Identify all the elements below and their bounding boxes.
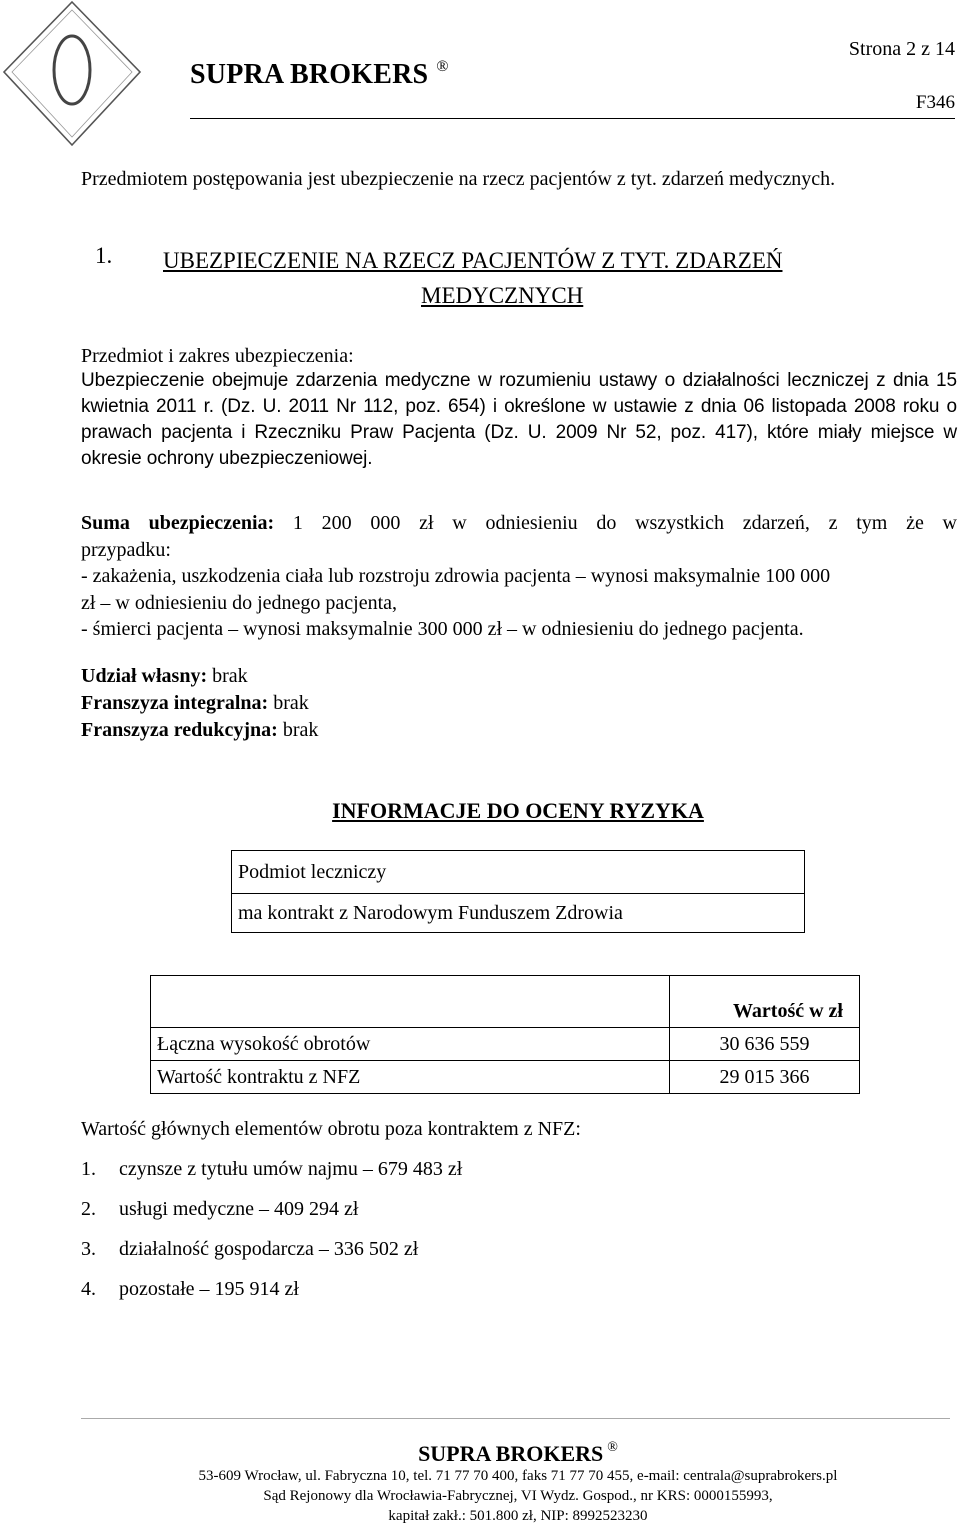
table-row <box>151 1028 860 1061</box>
table-cell: Łączna wysokość obrotów <box>151 1028 670 1061</box>
scope-text: Ubezpieczenie obejmuje zdarzenia medyczne w rozumieniu ustawy o działalności leczniczej z dnia 15 kwietnia 2011 r. (Dz. U. 2011 Nr 112, poz. 654) i określone w ustawie z dnia 06 listopada 2008 roku o prawach pacjenta i Rzeczniku Praw Pacjenta (Dz. U. 2009 Nr 52, poz. 417), które miały miejsce w okresie ochrony ubezpieczeniowej. <box>81 370 957 469</box>
section-title-line2: MEDYCZNYCH <box>421 283 584 308</box>
section-title <box>163 243 953 313</box>
footer-divider <box>81 1418 950 1419</box>
table-header-cell: Wartość w zł <box>670 976 860 1028</box>
table-cell: 29 015 366 <box>670 1061 860 1094</box>
elements-heading: Wartość głównych elementów obrotu poza kontraktem z NFZ: <box>81 1118 581 1140</box>
form-code: F346 <box>915 92 955 113</box>
deductible-integral: Franszyza integralna: brak <box>81 692 309 714</box>
brand-name: SUPRA BROKERS ® <box>190 58 449 90</box>
footer-brand: SUPRA BROKERS ® <box>418 1440 618 1466</box>
registered-mark: ® <box>607 1440 618 1455</box>
list-item: 2. usługi medyczne – 409 294 zł <box>81 1198 359 1220</box>
risk-info-heading: INFORMACJE DO OCENY RYZYKA <box>332 798 704 823</box>
sum-item-death: - śmierci pacjenta – wynosi maksymalnie 300 000 zł – w odniesieniu do jednego pacjenta. <box>81 618 804 640</box>
list-item: 4. pozostałe – 195 914 zł <box>81 1278 299 1300</box>
list-item: 3. działalność gospodarcza – 336 502 zł <box>81 1238 419 1260</box>
finance-table <box>150 975 860 1094</box>
table-header-cell <box>151 976 670 1028</box>
table-row <box>151 1061 860 1094</box>
intro-text: Przedmiotem postępowania jest ubezpieczenie na rzecz pacjentów z tyt. zdarzeń medycznych. <box>81 168 836 190</box>
sum-insured-label: Suma ubezpieczenia: <box>81 512 275 534</box>
table-header-row <box>151 976 860 1028</box>
sum-item-injury-1: - zakażenia, uszkodzenia ciała lub rozstroju zdrowia pacjenta – wynosi maksymalnie 100 000 <box>81 565 831 587</box>
entity-table <box>231 850 805 933</box>
sum-insured-line2: przypadku: <box>81 538 171 561</box>
registered-mark: ® <box>436 58 449 75</box>
sum-insured-block <box>81 510 957 643</box>
section-title-line1: UBEZPIECZENIE NA RZECZ PACJENTÓW Z TYT. ZDARZEŃ <box>163 248 783 273</box>
table-cell: 30 636 559 <box>670 1028 860 1061</box>
deductible-own-share: Udział własny: brak <box>81 665 248 687</box>
footer-court: Sąd Rejonowy dla Wrocławia-Fabrycznej, VI Wydz. Gospod., nr KRS: 0000155993, <box>263 1488 773 1504</box>
footer-capital: kapitał zakł.: 501.800 zł, NIP: 8992523230 <box>388 1508 648 1524</box>
deductible-reduction: Franszyza redukcyjna: brak <box>81 719 319 741</box>
footer-address: 53-609 Wrocław, ul. Fabryczna 10, tel. 71 77 70 400, faks 71 77 70 455, e-mail: centrala@suprabrokers.pl <box>198 1468 838 1484</box>
entity-desc: ma kontrakt z Narodowym Funduszem Zdrowia <box>232 894 805 933</box>
company-logo <box>0 0 150 150</box>
list-item: 1. czynsze z tytułu umów najmu – 679 483 zł <box>81 1158 463 1180</box>
scope-heading: Przedmiot i zakres ubezpieczenia: <box>81 345 354 367</box>
page-number: Strona 2 z 14 <box>848 38 955 60</box>
section-number: 1. <box>95 243 113 268</box>
header-divider <box>190 118 955 119</box>
table-cell: Wartość kontraktu z NFZ <box>151 1061 670 1094</box>
entity-title: Podmiot leczniczy <box>232 851 805 894</box>
sum-insured-line1: Suma ubezpieczenia: 1 200 000 zł w odniesieniu do wszystkich zdarzeń, z tym że w <box>81 512 957 534</box>
sum-item-injury-2: zł – w odniesieniu do jednego pacjenta, <box>81 591 398 614</box>
